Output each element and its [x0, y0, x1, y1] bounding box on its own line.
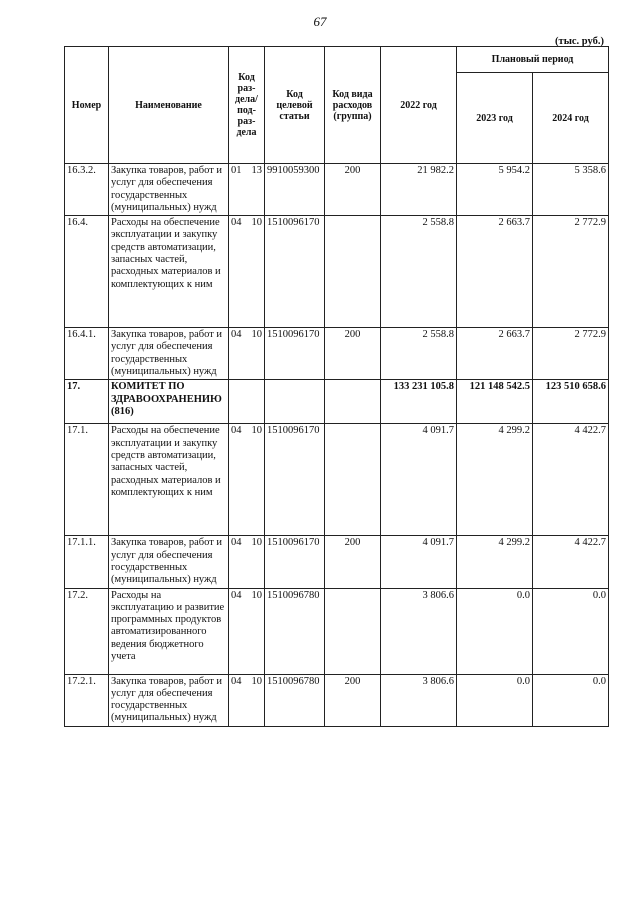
row-value-2024: 2 772.9: [533, 328, 609, 380]
row-value-2022: 3 806.6: [381, 588, 457, 674]
header-2023: 2023 год: [457, 73, 533, 164]
table-row: [65, 536, 609, 588]
row-value-2023: 2 663.7: [457, 216, 533, 328]
subsection-code: 10: [251, 425, 262, 437]
header-target: Код целевой статьи: [265, 47, 325, 164]
row-target-code: 1510096170: [265, 536, 325, 588]
row-target-code: 1510096170: [265, 216, 325, 328]
row-section-code: [229, 328, 265, 380]
row-value-2023: 2 663.7: [457, 328, 533, 380]
row-kind-code: 200: [325, 328, 381, 380]
subsection-code: 13: [251, 165, 262, 176]
row-value-2022: 2 558.8: [381, 328, 457, 380]
row-value-2024: 4 422.7: [533, 424, 609, 536]
row-kind-code: 200: [325, 164, 381, 216]
row-section-code: [229, 424, 265, 536]
row-value-2024: 2 772.9: [533, 216, 609, 328]
row-section-code: [229, 588, 265, 674]
row-number: 16.4.1.: [65, 328, 109, 380]
section-code: 04: [231, 589, 242, 601]
header-2022: 2022 год: [381, 47, 457, 164]
row-name: Закупка товаров, работ и услуг для обеспечения государственных (муниципальных) нужд: [109, 536, 229, 588]
row-value-2024: 4 422.7: [533, 536, 609, 588]
row-value-2024: 123 510 658.6: [533, 380, 609, 424]
row-number: 16.3.2.: [65, 164, 109, 216]
row-name: Расходы на обеспечение эксплуатации и закупку средств автоматизации, запасных частей, расходных материалов и комплектующих к ним: [109, 216, 229, 328]
table-row: [65, 164, 609, 216]
units-label: (тыс. руб.): [555, 36, 604, 47]
row-number: 17.2.: [65, 588, 109, 674]
header-number: Номер: [65, 47, 109, 164]
row-value-2023: 4 299.2: [457, 536, 533, 588]
subsection-code: 10: [251, 217, 262, 229]
row-value-2022: 3 806.6: [381, 674, 457, 726]
header-kind: Код вида расходов (группа): [325, 47, 381, 164]
row-value-2022: 2 558.8: [381, 216, 457, 328]
row-value-2023: 5 954.2: [457, 164, 533, 216]
row-value-2023: 0.0: [457, 674, 533, 726]
row-target-code: [265, 380, 325, 424]
row-number: 17.1.1.: [65, 536, 109, 588]
row-number: 17.: [65, 380, 109, 424]
row-value-2022: 21 982.2: [381, 164, 457, 216]
row-section-code: [229, 216, 265, 328]
row-kind-code: [325, 588, 381, 674]
row-name: Расходы на обеспечение эксплуатации и закупку средств автоматизации, запасных частей, расходных материалов и комплектующих к ним: [109, 424, 229, 536]
row-section-code: [229, 380, 265, 424]
page-number: 67: [313, 14, 327, 29]
row-name: Закупка товаров, работ и услуг для обеспечения государственных (муниципальных) нужд: [109, 164, 229, 216]
row-number: 16.4.: [65, 216, 109, 328]
row-value-2023: 0.0: [457, 588, 533, 674]
row-kind-code: 200: [325, 674, 381, 726]
row-name: Закупка товаров, работ и услуг для обеспечения государственных (муниципальных) нужд: [109, 328, 229, 380]
subsection-code: 10: [251, 675, 262, 687]
section-code: 04: [231, 425, 242, 437]
row-value-2023: 121 148 542.5: [457, 380, 533, 424]
row-kind-code: 200: [325, 536, 381, 588]
header-section: Код раз-дела/ под-раз-дела: [229, 47, 265, 164]
row-target-code: 1510096170: [265, 424, 325, 536]
subsection-code: 10: [251, 589, 262, 601]
row-target-code: 1510096780: [265, 588, 325, 674]
budget-table: [64, 46, 609, 727]
row-target-code: 9910059300: [265, 164, 325, 216]
row-name: Расходы на эксплуатацию и развитие программных продуктов автоматизированного ведения бюджетного учета: [109, 588, 229, 674]
table-row: [65, 424, 609, 536]
row-section-code: [229, 164, 265, 216]
subsection-code: 10: [251, 329, 262, 341]
row-kind-code: [325, 380, 381, 424]
section-code: 04: [231, 217, 242, 229]
row-name: Закупка товаров, работ и услуг для обеспечения государственных (муниципальных) нужд: [109, 674, 229, 726]
section-code: 01: [231, 165, 242, 176]
row-kind-code: [325, 216, 381, 328]
row-value-2022: 4 091.7: [381, 424, 457, 536]
row-value-2024: 5 358.6: [533, 164, 609, 216]
table-row: [65, 588, 609, 674]
section-code: 04: [231, 537, 242, 549]
section-code: 04: [231, 675, 242, 687]
row-value-2024: 0.0: [533, 588, 609, 674]
subsection-code: 10: [251, 537, 262, 549]
row-value-2024: 0.0: [533, 674, 609, 726]
section-code: 04: [231, 329, 242, 341]
row-value-2022: 133 231 105.8: [381, 380, 457, 424]
table-row: [65, 380, 609, 424]
table-row: [65, 328, 609, 380]
row-target-code: 1510096170: [265, 328, 325, 380]
row-name: КОМИТЕТ ПО ЗДРАВООХРАНЕНИЮ (816): [109, 380, 229, 424]
row-kind-code: [325, 424, 381, 536]
row-section-code: [229, 674, 265, 726]
header-planned: Плановый период: [457, 47, 609, 73]
row-value-2023: 4 299.2: [457, 424, 533, 536]
row-value-2022: 4 091.7: [381, 536, 457, 588]
row-target-code: 1510096780: [265, 674, 325, 726]
row-number: 17.1.: [65, 424, 109, 536]
row-section-code: [229, 536, 265, 588]
row-number: 17.2.1.: [65, 674, 109, 726]
header-2024: 2024 год: [533, 73, 609, 164]
header-name: Наименование: [109, 47, 229, 164]
table-row: [65, 216, 609, 328]
table-row: [65, 674, 609, 726]
